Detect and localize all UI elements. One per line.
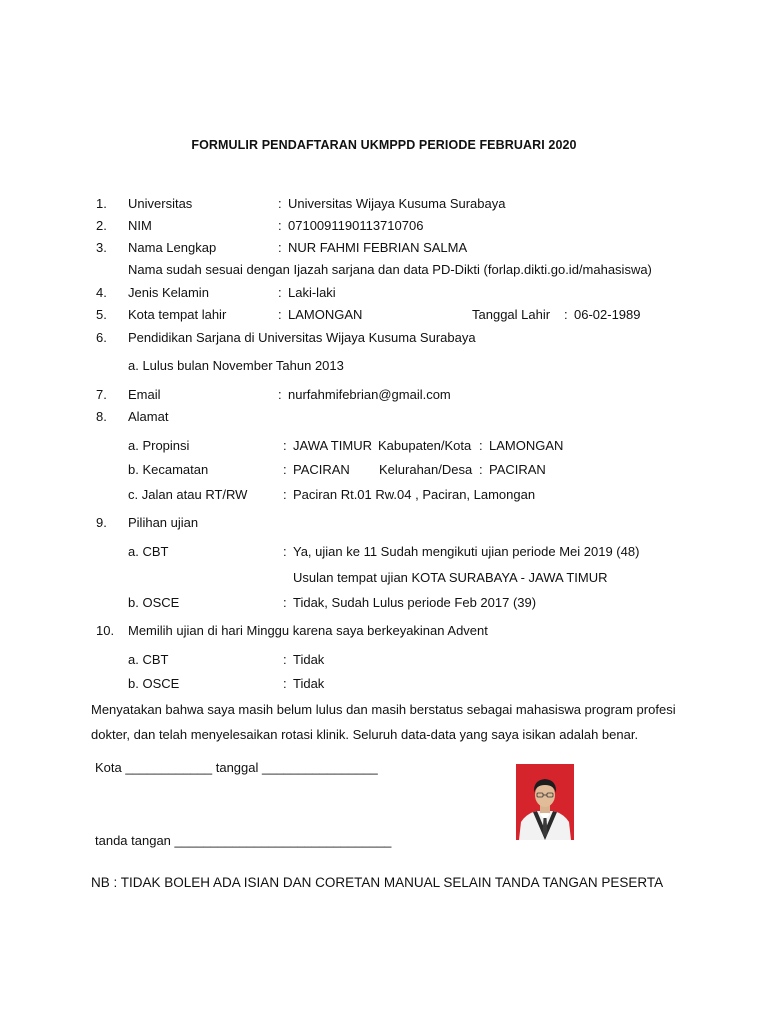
item-number: 7.	[96, 387, 107, 402]
field-value-osce: Tidak, Sudah Lulus periode Feb 2017 (39)	[293, 595, 537, 610]
colon: :	[278, 196, 282, 211]
field-label-osce: b. OSCE	[128, 595, 180, 610]
colon: :	[283, 676, 287, 691]
colon: :	[479, 438, 483, 453]
item-number: 5.	[96, 307, 107, 322]
colon: :	[479, 462, 483, 477]
colon: :	[278, 307, 282, 322]
field-value-kecamatan: PACIRAN	[293, 462, 350, 477]
field-label-ujian-minggu: Memilih ujian di hari Minggu karena saya berkeyakinan Advent	[128, 623, 488, 638]
colon: :	[283, 462, 287, 477]
item-number: 3.	[96, 240, 107, 255]
field-value-tanggal-lahir: 06-02-1989	[574, 307, 641, 322]
colon: :	[278, 218, 282, 233]
field-label-jenis-kelamin: Jenis Kelamin	[128, 285, 209, 300]
field-value-universitas: Universitas Wijaya Kusuma Surabaya	[288, 196, 506, 211]
field-label-alamat: Alamat	[128, 409, 169, 424]
field-label-minggu-osce: b. OSCE	[128, 676, 180, 691]
colon: :	[283, 595, 287, 610]
colon: :	[283, 487, 287, 502]
field-value-jalan: Paciran Rt.01 Rw.04 , Paciran, Lamongan	[293, 487, 536, 502]
field-label-email: Email	[128, 387, 161, 402]
nb-note: NB : TIDAK BOLEH ADA ISIAN DAN CORETAN MANUAL SELAIN TANDA TANGAN PESERTA	[91, 875, 664, 890]
nama-note: Nama sudah sesuai dengan Ijazah sarjana dan data PD-Dikti (forlap.dikti.go.id/mahasiswa)	[128, 262, 652, 277]
statement-line: dokter, dan telah menyelesaikan rotasi klinik. Seluruh data-data yang saya isikan adalah benar.	[91, 727, 639, 742]
field-label-kabupaten: Kabupaten/Kota	[378, 438, 472, 453]
field-label-kelurahan: Kelurahan/Desa	[379, 462, 473, 477]
item-number: 9.	[96, 515, 107, 530]
item-number: 1.	[96, 196, 107, 211]
field-label-minggu-cbt: a. CBT	[128, 652, 169, 667]
statement-line: Menyatakan bahwa saya masih belum lulus dan masih berstatus sebagai mahasiswa program profesi	[91, 702, 676, 717]
tanda-tangan-line: tanda tangan ______________________________	[95, 833, 392, 848]
field-value-nama: NUR FAHMI FEBRIAN SALMA	[288, 240, 468, 255]
item-number: 4.	[96, 285, 107, 300]
colon: :	[278, 240, 282, 255]
item-number: 2.	[96, 218, 107, 233]
field-label-propinsi: a. Propinsi	[128, 438, 190, 453]
field-value-kabupaten: LAMONGAN	[489, 438, 564, 453]
field-label-pilihan-ujian: Pilihan ujian	[128, 515, 199, 530]
pendidikan-lulus: a. Lulus bulan November Tahun 2013	[128, 358, 344, 373]
colon: :	[564, 307, 568, 322]
field-value-cbt-usulan: Usulan tempat ujian KOTA SURABAYA - JAWA TIMUR	[293, 570, 608, 585]
field-label-nim: NIM	[128, 218, 152, 233]
field-value-cbt: Ya, ujian ke 11 Sudah mengikuti ujian periode Mei 2019 (48)	[293, 544, 640, 559]
portrait-icon	[516, 764, 574, 840]
field-label-kota-lahir: Kota tempat lahir	[128, 307, 227, 322]
applicant-photo	[516, 764, 574, 840]
item-number: 6.	[96, 330, 107, 345]
colon: :	[278, 285, 282, 300]
field-label-kecamatan: b. Kecamatan	[128, 462, 209, 477]
field-value-nim: 0710091190113710706	[288, 218, 424, 233]
field-label-pendidikan: Pendidikan Sarjana di Universitas Wijaya Kusuma Surabaya	[128, 330, 476, 345]
item-number: 10.	[96, 623, 115, 638]
field-value-minggu-osce: Tidak	[293, 676, 325, 691]
field-value-minggu-cbt: Tidak	[293, 652, 325, 667]
page-title: FORMULIR PENDAFTARAN UKMPPD PERIODE FEBRUARI 2020	[191, 138, 577, 152]
field-value-jenis-kelamin: Laki-laki	[288, 285, 336, 300]
colon: :	[283, 544, 287, 559]
field-label-cbt: a. CBT	[128, 544, 169, 559]
colon: :	[283, 438, 287, 453]
field-label-nama: Nama Lengkap	[128, 240, 217, 255]
field-label-jalan: c. Jalan atau RT/RW	[128, 487, 248, 502]
field-label-universitas: Universitas	[128, 196, 193, 211]
field-value-kelurahan: PACIRAN	[489, 462, 546, 477]
kota-tanggal-line: Kota ____________ tanggal ________________	[95, 760, 378, 775]
colon: :	[278, 387, 282, 402]
field-label-tanggal-lahir: Tanggal Lahir	[472, 307, 551, 322]
item-number: 8.	[96, 409, 107, 424]
colon: :	[283, 652, 287, 667]
field-value-kota-lahir: LAMONGAN	[288, 307, 363, 322]
field-value-propinsi: JAWA TIMUR	[293, 438, 372, 453]
field-value-email: nurfahmifebrian@gmail.com	[288, 387, 451, 402]
